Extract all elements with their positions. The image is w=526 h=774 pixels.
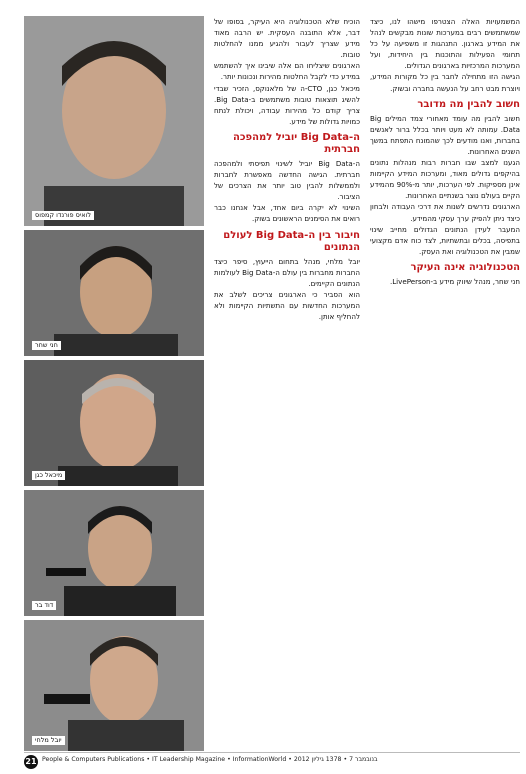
photo-column bbox=[24, 16, 204, 751]
paragraph: חשוב להבין מה עומד מאחורי צמד המילים Big Data. עמותה לא מעט ויותר בכלל ברור לאנשים בחברות, ואנו מודעים לכך שהמונח התפתח במשך השנים האחרונות. bbox=[370, 113, 520, 156]
paragraph: הוכיח שלא הטכנולוגיה היא העיקר, בסופו של דבר, אלא התובנה העסקית. יש הרבה מאוד מידע שצריך לעבור ולהגיע ממנו להחלטות טובות. bbox=[214, 17, 360, 60]
paragraph: הגענו למצב שבו חברות רבות מנהלות נתונים בהיקפים גדולים מאוד, ומערכות המידע הקיימות אינן מספיקות. לפי הערכות, יותר מ-90% מהמידע הקיים בעולם נוצר בשנתיים האחרונות. bbox=[370, 158, 520, 201]
photo-caption: יובל מלחי bbox=[32, 736, 65, 745]
portrait-photo bbox=[24, 230, 204, 356]
portrait-photo bbox=[24, 16, 204, 226]
article-column-middle bbox=[214, 16, 360, 751]
paragraph: הארגונים נדרשים לשנות את דרכי העבודה ולבחון כיצד ניתן להפיק ערך עסקי מהמידע. bbox=[370, 202, 520, 223]
article-column-right bbox=[370, 16, 520, 751]
section-heading: הטכנולוגיה אינה העיקר bbox=[410, 261, 520, 273]
paragraph: השינוי לא יקרה ביום אחד, אבל אנחנו כבר רואים את הסימנים הראשונים בשוק. bbox=[214, 203, 360, 224]
paragraph: ה-Big Data יוביל לשינוי תפיסתי ולמהפכה חברתית. הגישה החדשה מאפשרת לחברות ולממשלות להבין טוב יותר את הצרכים של הציבור. bbox=[214, 158, 360, 202]
page-number: 21 bbox=[24, 755, 38, 769]
paragraph: המעבר לעידן הנתונים הגדולים מחייב שינוי בתפיסה, בכלים ובתשתיות, לצד כוח אדם מקצועי שמבין את הטכנולוגיה ואת העסק. bbox=[370, 224, 520, 256]
section-heading: חשוב להבין מה מדובר bbox=[417, 98, 520, 110]
section-heading: חיבור בין ה-Big Data לעולם הנתונים bbox=[223, 229, 360, 253]
portrait-photo bbox=[24, 490, 204, 616]
photo-caption: לואיס פורנדו קמפוס bbox=[32, 211, 94, 220]
photo-caption: חני שחר bbox=[32, 341, 61, 350]
paragraph: הגישה הזו מתחילה לחבר בין כל מקורות המידע, ויוצרת מבט רחב על הנעשה בחברה ובשוק. bbox=[370, 72, 520, 93]
portrait-photo bbox=[24, 620, 204, 751]
photo-caption: דוד בר bbox=[32, 601, 56, 610]
paragraph: הוא הסביר כי הארגונים צריכים לשלב את המערכות החדשות עם התשתיות הקיימות ולא להחליף אותן. bbox=[214, 289, 360, 321]
paragraph: מיכאל כגן, CTO-ה של מלאנוקס, הזכיר שבדי להשיג תוצאות טובות משתמשים ב-Big Data. צריך קודם כל מהירות עבודה, ויכולת לנתח כמויות גדולות של מידע. bbox=[214, 83, 360, 126]
portrait-photo bbox=[24, 360, 204, 486]
footer-text: People & Computers Publications • IT Leadership Magazine • InformationWorld • 2012 בנובמבר 7 • 1378 גיליון bbox=[42, 756, 378, 763]
page-footer bbox=[24, 752, 520, 767]
paragraph: המשמעויות האלה הצטרפו מישהו לנו, כיצד שמשתמשים רבים במערכות שונות מבקשים לנהל את המידע בארגון. התנהגות זו משפיעה על כל תחומי הפעילות והתוכנות בין היחידות, ועל המערכות המרכזיות בארגונים הגדולים. bbox=[370, 17, 520, 71]
photo-caption: מיכאל כגן bbox=[32, 471, 65, 480]
paragraph: יובל מלחי, מנהל בתחום הייעוץ, סיפר כיצד החברות מחברות בין עולם ה-Big Data לעולמות הנתונים הקיימים. bbox=[214, 256, 360, 288]
paragraph: חני שחר, מנהל שיווק מידע ב-LivePerson. bbox=[389, 276, 520, 286]
paragraph: הארגונים שיצליחו הם אלה שיבינו איך להשתמש במידע כדי לקבל החלטות מהירות ונכונות יותר. bbox=[214, 61, 360, 82]
section-heading: ה-Big Data יוביל למהפכה חברתית bbox=[232, 131, 360, 155]
